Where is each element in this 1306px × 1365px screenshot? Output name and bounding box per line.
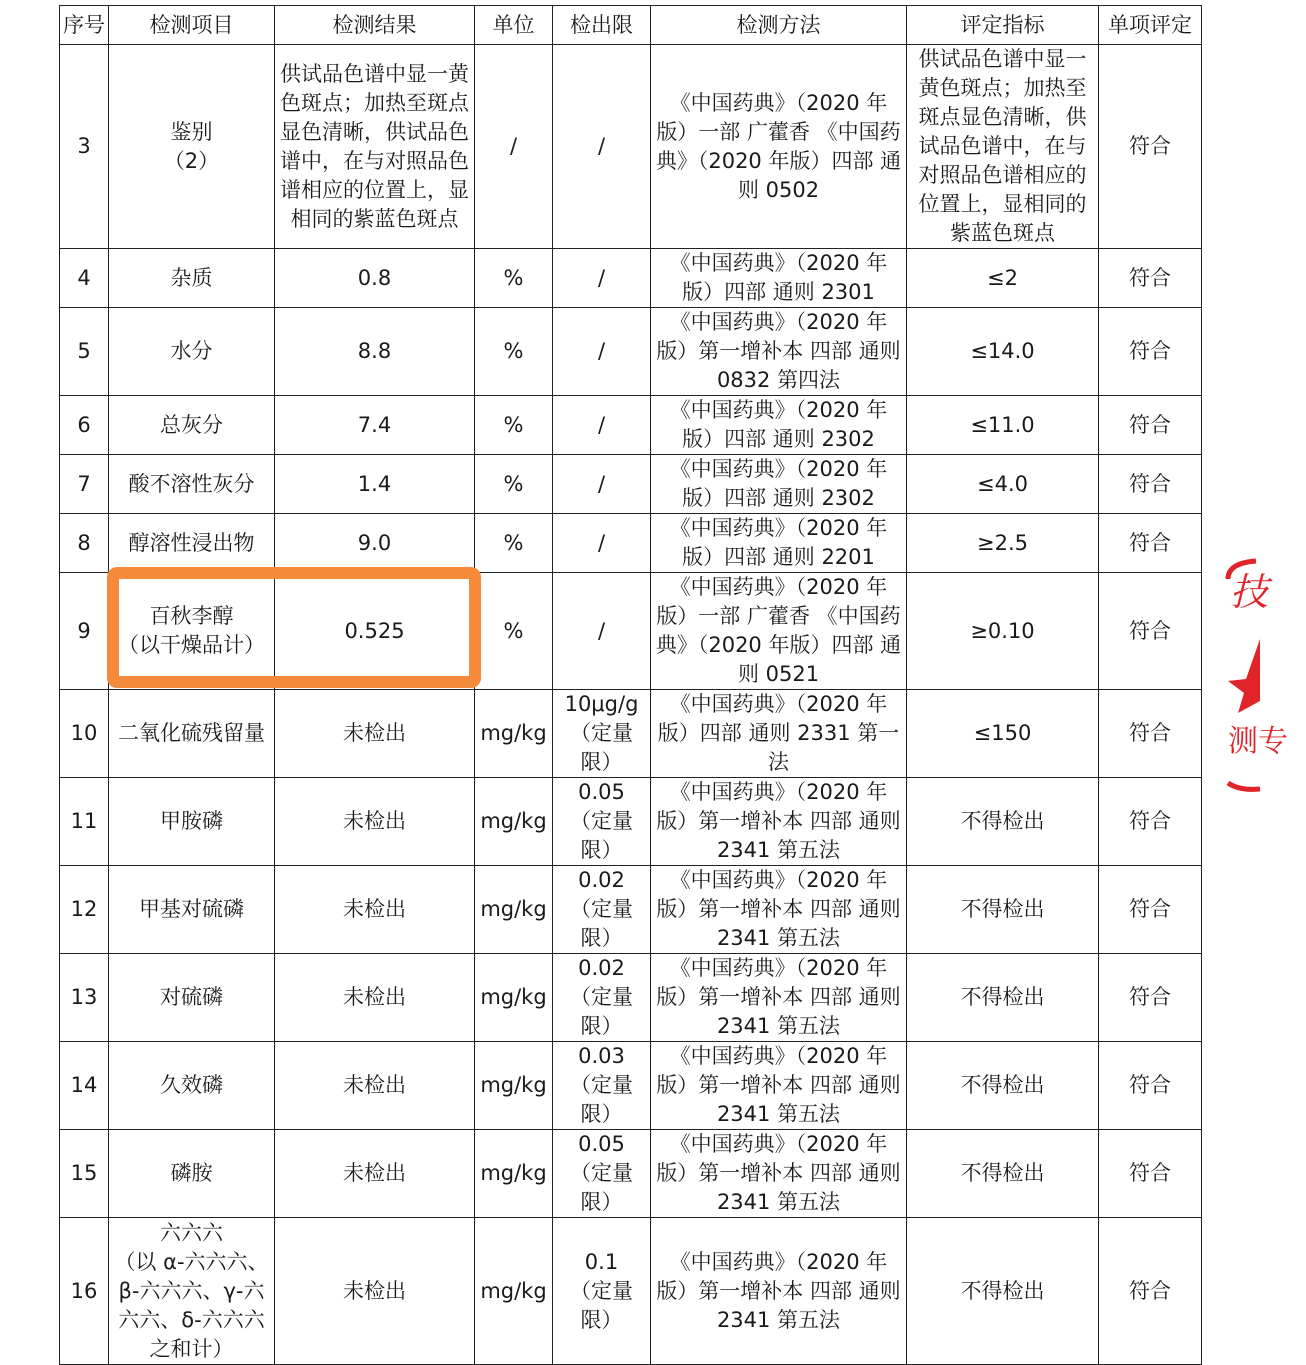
cell-item: 总灰分 (109, 396, 275, 455)
header-unit: 单位 (475, 6, 553, 45)
table-row (60, 866, 1202, 954)
cell-criterion: ≤4.0 (907, 455, 1099, 514)
header-limit: 检出限 (553, 6, 651, 45)
table-row (60, 690, 1202, 778)
header-item: 检测项目 (109, 6, 275, 45)
table-row (60, 1042, 1202, 1130)
cell-verdict: 符合 (1099, 1130, 1202, 1218)
header-criterion: 评定指标 (907, 6, 1099, 45)
cell-no: 9 (60, 573, 109, 690)
cell-method: 《中国药典》（2020 年版）第一增补本 四部 通则 2341 第五法 (651, 1042, 907, 1130)
cell-result: 0.525 (275, 573, 475, 690)
cell-criterion: 不得检出 (907, 1218, 1099, 1365)
cell-no: 7 (60, 455, 109, 514)
cell-unit: mg/kg (475, 1042, 553, 1130)
cell-verdict: 符合 (1099, 690, 1202, 778)
cell-item: 水分 (109, 308, 275, 396)
cell-limit: / (553, 455, 651, 514)
table-row (60, 308, 1202, 396)
cell-no: 14 (60, 1042, 109, 1130)
cell-limit: / (553, 308, 651, 396)
table-row (60, 778, 1202, 866)
cell-method: 《中国药典》（2020 年版）第一增补本 四部 通则 2341 第五法 (651, 866, 907, 954)
cell-no: 8 (60, 514, 109, 573)
cell-unit: % (475, 249, 553, 308)
cell-item: 甲胺磷 (109, 778, 275, 866)
cell-no: 15 (60, 1130, 109, 1218)
cell-criterion: ≥2.5 (907, 514, 1099, 573)
cell-item: 久效磷 (109, 1042, 275, 1130)
table-body (60, 45, 1202, 1365)
table-row (60, 249, 1202, 308)
cell-limit: / (553, 514, 651, 573)
cell-item: 酸不溶性灰分 (109, 455, 275, 514)
cell-result: 8.8 (275, 308, 475, 396)
cell-verdict: 符合 (1099, 573, 1202, 690)
table-row (60, 573, 1202, 690)
cell-method: 《中国药典》（2020 年版）第一增补本 四部 通则 2341 第五法 (651, 1218, 907, 1365)
cell-no: 6 (60, 396, 109, 455)
cell-no: 16 (60, 1218, 109, 1365)
cell-verdict: 符合 (1099, 778, 1202, 866)
cell-result: 7.4 (275, 396, 475, 455)
cell-result: 9.0 (275, 514, 475, 573)
header-verdict: 单项评定 (1099, 6, 1202, 45)
cell-unit: % (475, 573, 553, 690)
cell-item: 百秋李醇 （以干燥品计） (109, 573, 275, 690)
cell-criterion: 供试品色谱中显一黄色斑点；加热至斑点显色清晰，供试品色谱中，在与对照品色谱相应的位置上，显相同的紫蓝色斑点 (907, 45, 1099, 249)
cell-criterion: 不得检出 (907, 954, 1099, 1042)
cell-unit: % (475, 308, 553, 396)
cell-criterion: 不得检出 (907, 1130, 1099, 1218)
header-no: 序号 (60, 6, 109, 45)
cell-no: 5 (60, 308, 109, 396)
cell-method: 《中国药典》（2020 年版）四部 通则 2201 (651, 514, 907, 573)
cell-verdict: 符合 (1099, 396, 1202, 455)
cell-item: 对硫磷 (109, 954, 275, 1042)
cell-verdict: 符合 (1099, 1218, 1202, 1365)
cell-method: 《中国药典》（2020 年版）第一增补本 四部 通则 0832 第四法 (651, 308, 907, 396)
cell-criterion: 不得检出 (907, 778, 1099, 866)
table-row (60, 45, 1202, 249)
cell-limit: 0.05 （定量限） (553, 778, 651, 866)
svg-text:技: 技 (1230, 570, 1269, 614)
cell-item: 甲基对硫磷 (109, 866, 275, 954)
cell-item: 磷胺 (109, 1130, 275, 1218)
cell-unit: % (475, 455, 553, 514)
cell-no: 13 (60, 954, 109, 1042)
cell-limit: 0.05 （定量限） (553, 1130, 651, 1218)
cell-result: 1.4 (275, 455, 475, 514)
cell-criterion: 不得检出 (907, 1042, 1099, 1130)
cell-item: 二氧化硫残留量 (109, 690, 275, 778)
cell-method: 《中国药典》（2020 年版）四部 通则 2302 (651, 455, 907, 514)
cell-limit: / (553, 249, 651, 308)
cell-result: 0.8 (275, 249, 475, 308)
cell-method: 《中国药典》（2020 年版）第一增补本 四部 通则 2341 第五法 (651, 778, 907, 866)
cell-no: 10 (60, 690, 109, 778)
cell-verdict: 符合 (1099, 45, 1202, 249)
cell-unit: mg/kg (475, 690, 553, 778)
cell-item: 醇溶性浸出物 (109, 514, 275, 573)
cell-limit: 0.02 （定量限） (553, 954, 651, 1042)
cell-result: 未检出 (275, 954, 475, 1042)
cell-verdict: 符合 (1099, 514, 1202, 573)
cell-unit: mg/kg (475, 778, 553, 866)
cell-criterion: ≥0.10 (907, 573, 1099, 690)
table-row (60, 514, 1202, 573)
table-row (60, 1218, 1202, 1365)
cell-limit: 10μg/g （定量限） (553, 690, 651, 778)
test-results-table (59, 5, 1202, 1365)
cell-no: 3 (60, 45, 109, 249)
cell-criterion: ≤11.0 (907, 396, 1099, 455)
cell-method: 《中国药典》（2020 年版）一部 广藿香 《中国药典》（2020 年版）四部 通则 0502 (651, 45, 907, 249)
cell-method: 《中国药典》（2020 年版）四部 通则 2301 (651, 249, 907, 308)
table-row (60, 954, 1202, 1042)
cell-criterion: ≤14.0 (907, 308, 1099, 396)
cell-verdict: 符合 (1099, 455, 1202, 514)
cell-no: 11 (60, 778, 109, 866)
cell-criterion: ≤150 (907, 690, 1099, 778)
table-row (60, 1130, 1202, 1218)
cell-unit: mg/kg (475, 1130, 553, 1218)
cell-no: 4 (60, 249, 109, 308)
cell-limit: / (553, 573, 651, 690)
cell-result: 未检出 (275, 1042, 475, 1130)
cell-method: 《中国药典》（2020 年版）第一增补本 四部 通则 2341 第五法 (651, 1130, 907, 1218)
cell-item: 六六六 （以 α-六六六、β-六六六、γ-六六六、δ-六六六之和计） (109, 1218, 275, 1365)
cell-verdict: 符合 (1099, 308, 1202, 396)
cell-no: 12 (60, 866, 109, 954)
cell-method: 《中国药典》（2020 年版）第一增补本 四部 通则 2341 第五法 (651, 954, 907, 1042)
cell-verdict: 符合 (1099, 866, 1202, 954)
header-result: 检测结果 (275, 6, 475, 45)
table-header-row (60, 6, 1202, 45)
table-row (60, 396, 1202, 455)
cell-limit: 0.1 （定量限） (553, 1218, 651, 1365)
cell-result: 未检出 (275, 778, 475, 866)
svg-text:测专: 测专 (1228, 724, 1288, 759)
cell-unit: mg/kg (475, 1218, 553, 1365)
cell-result: 未检出 (275, 866, 475, 954)
cell-result: 未检出 (275, 1218, 475, 1365)
cell-result: 供试品色谱中显一黄色斑点；加热至斑点显色清晰，供试品色谱中，在与对照品色谱相应的位置上，显相同的紫蓝色斑点 (275, 45, 475, 249)
cell-result: 未检出 (275, 1130, 475, 1218)
cell-unit: % (475, 396, 553, 455)
table-row (60, 455, 1202, 514)
cell-verdict: 符合 (1099, 249, 1202, 308)
cell-method: 《中国药典》（2020 年版）四部 通则 2331 第一法 (651, 690, 907, 778)
cell-method: 《中国药典》（2020 年版）一部 广藿香 《中国药典》（2020 年版）四部 通则 0521 (651, 573, 907, 690)
cell-limit: 0.03 （定量限） (553, 1042, 651, 1130)
cell-limit: 0.02 （定量限） (553, 866, 651, 954)
cell-verdict: 符合 (1099, 1042, 1202, 1130)
cell-unit: % (475, 514, 553, 573)
cell-verdict: 符合 (1099, 954, 1202, 1042)
cell-method: 《中国药典》（2020 年版）四部 通则 2302 (651, 396, 907, 455)
cell-result: 未检出 (275, 690, 475, 778)
cell-item: 杂质 (109, 249, 275, 308)
cell-item: 鉴别 （2） (109, 45, 275, 249)
cell-criterion: 不得检出 (907, 866, 1099, 954)
company-seal-stamp (1226, 555, 1306, 795)
cell-criterion: ≤2 (907, 249, 1099, 308)
header-method: 检测方法 (651, 6, 907, 45)
cell-unit: mg/kg (475, 866, 553, 954)
cell-limit: / (553, 396, 651, 455)
cell-unit: / (475, 45, 553, 249)
cell-limit: / (553, 45, 651, 249)
cell-unit: mg/kg (475, 954, 553, 1042)
